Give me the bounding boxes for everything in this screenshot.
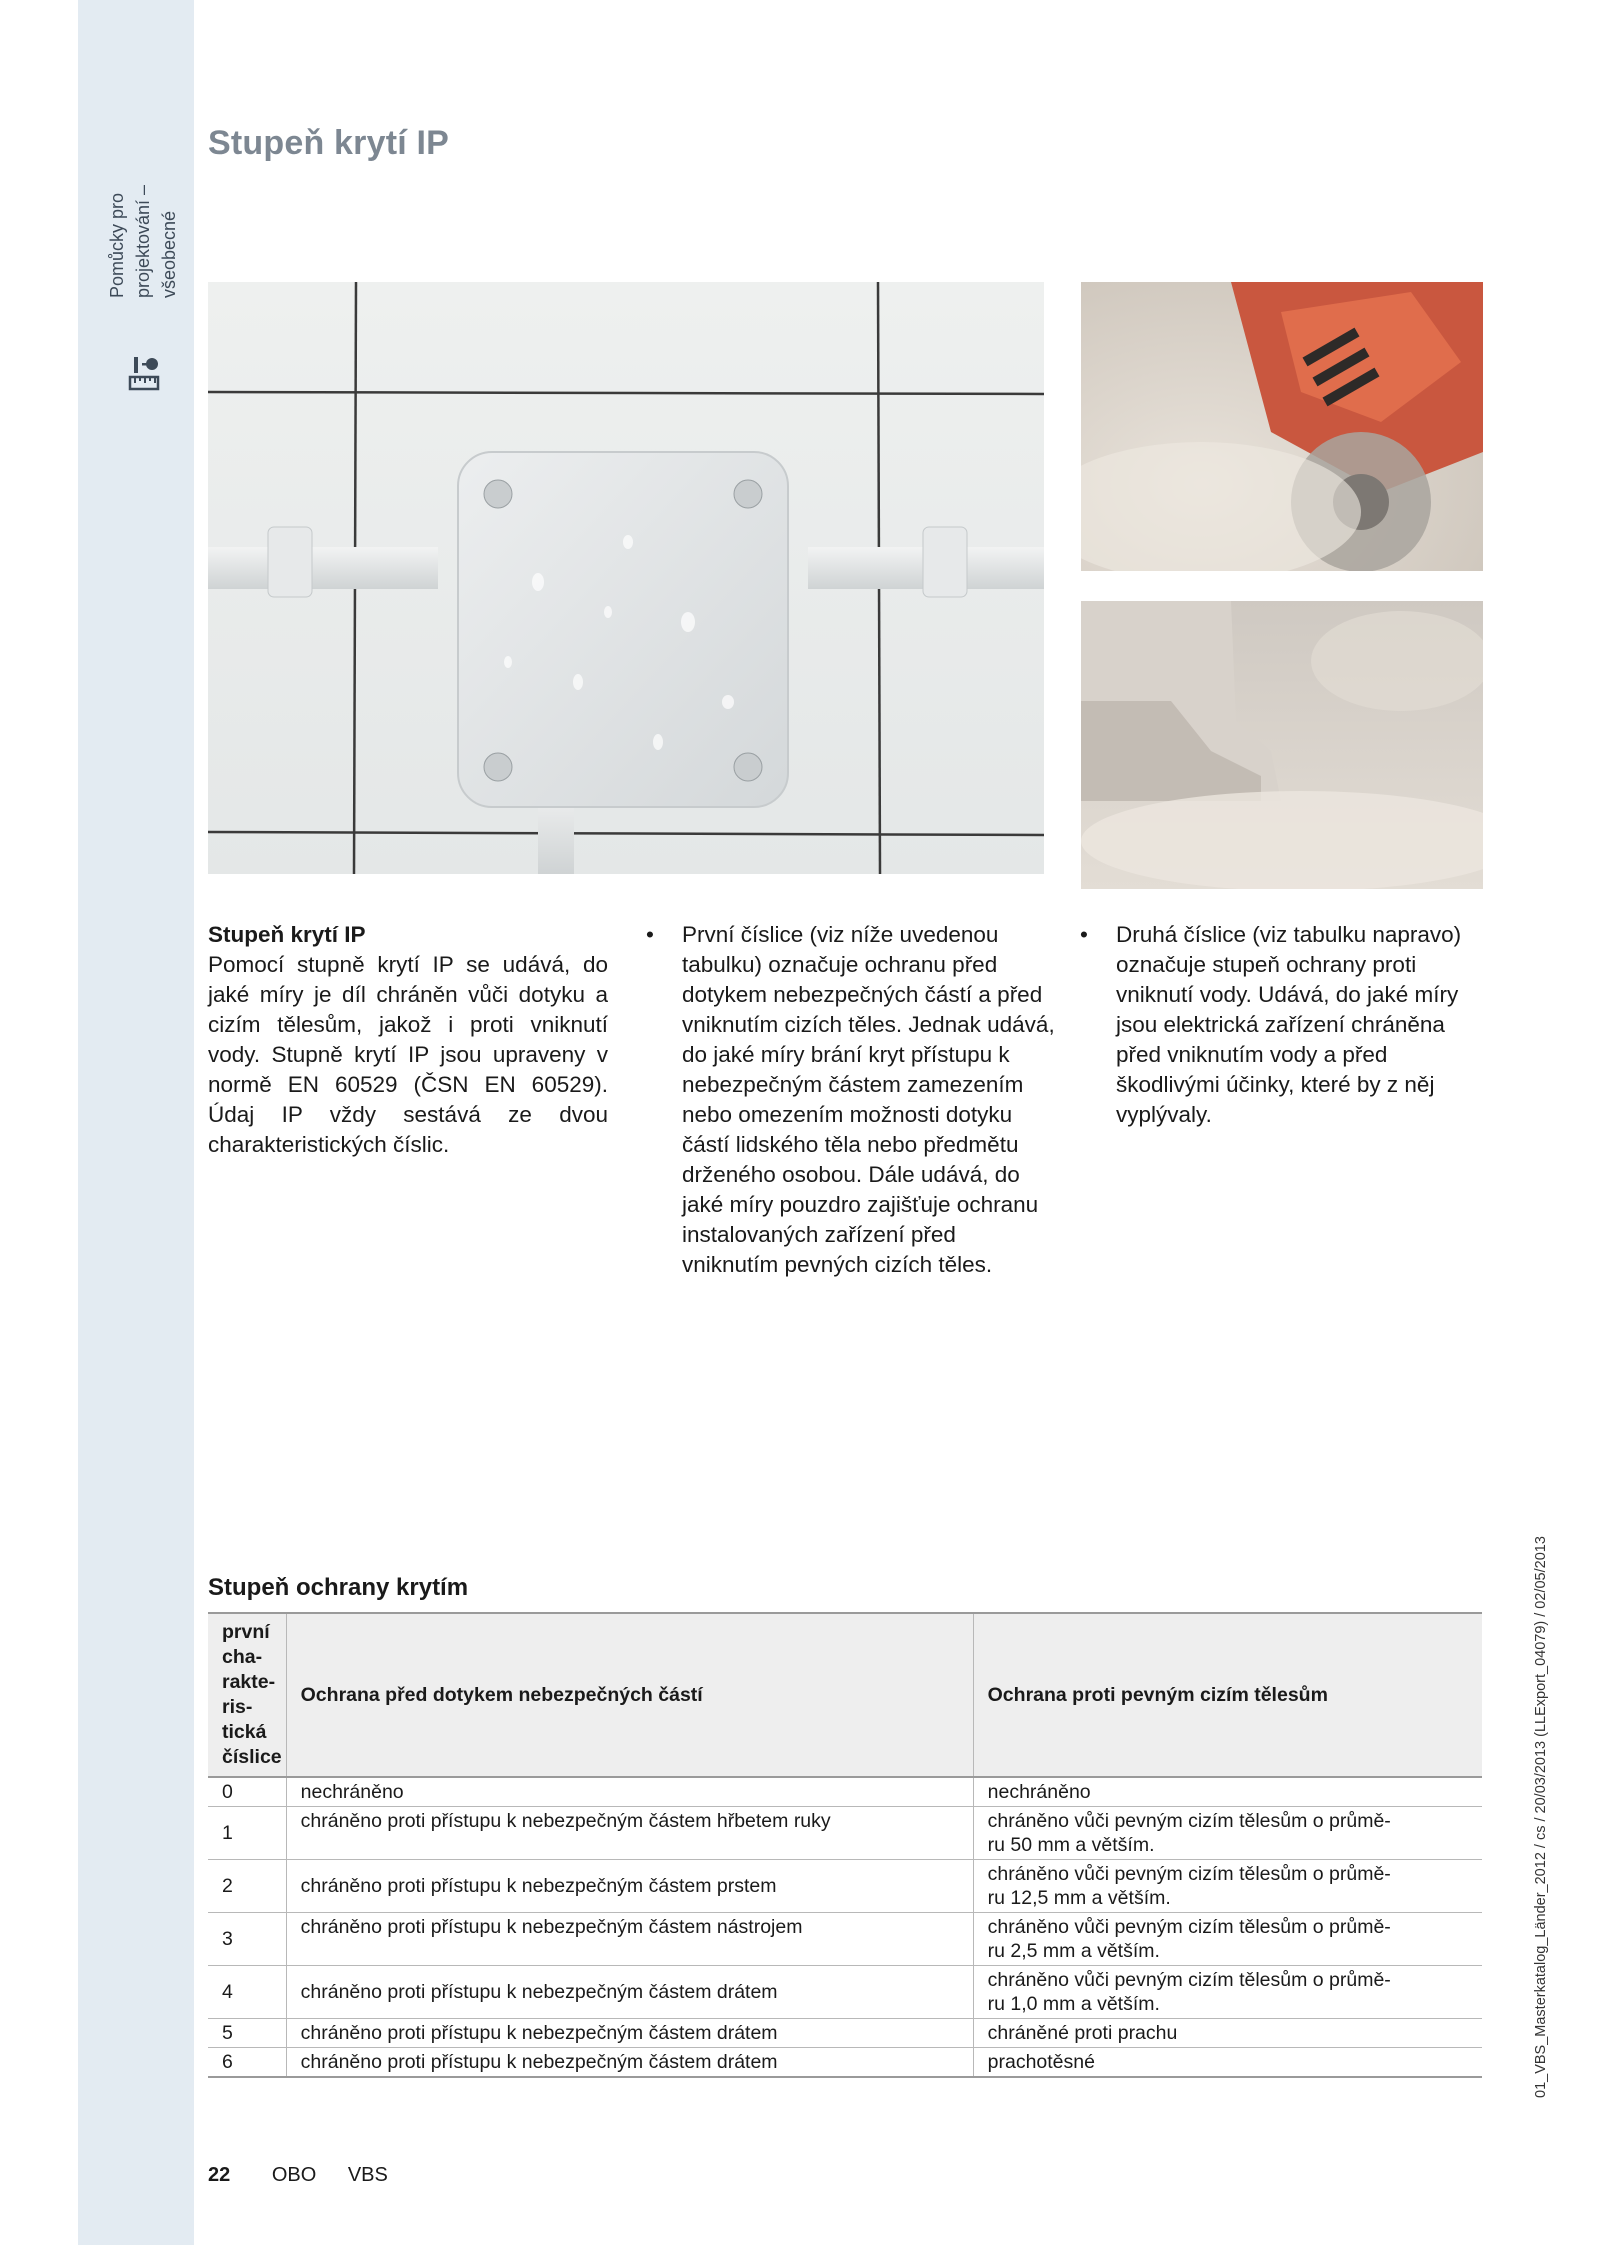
bullet-text: První číslice (viz níže uvedenou tabulku) označuje ochranu před dotykem nebezpečných částí a před vniknutím cizích těles. Jednak udává, do jaké míry brání kryt přístupu k nebezpečným částem zamezením nebo omezením možnosti dotyku částí lidského těla nebo předmětu drženého osobou. Dále udává, do jaké míry pouzdro zajišťuje ochranu instalovaných zařízení před vniknutím pevných cizích těles. [682, 922, 1055, 1277]
page-title: Stupeň krytí IP [208, 124, 450, 162]
boot-dust-photo [1081, 601, 1483, 889]
cell-solid-line: nechráněno [987, 1781, 1091, 1803]
cell-solid-line: chráněné proti prachu [987, 2022, 1178, 2044]
table-row [208, 2019, 1482, 2048]
section-label-line: všeobecné [159, 210, 179, 298]
cell-solid [973, 1966, 1482, 2019]
cell-solid-line: chráněno vůči pevným cizím tělesům o průmě- [987, 1863, 1391, 1885]
cell-touch: chráněno proti přístupu k nebezpečným částem prstem [286, 1860, 973, 1913]
footer-brand: OBO [271, 2164, 317, 2186]
cell-digit: 6 [208, 2048, 286, 2078]
header-digit [208, 1613, 286, 1777]
cell-solid [973, 1777, 1482, 1807]
cell-touch: chráněno proti přístupu k nebezpečným částem drátem [286, 1966, 973, 2019]
junction-box-photo [208, 282, 1044, 874]
cell-digit: 0 [208, 1777, 286, 1807]
table-row [208, 1966, 1482, 2019]
bullet-marker: • [1080, 922, 1088, 947]
cell-solid-line: chráněno vůči pevným cizím tělesům o průmě- [987, 1810, 1391, 1832]
cell-touch: chráněno proti přístupu k nebezpečným částem hřbetem ruky [286, 1807, 973, 1860]
cell-solid-line: ru 50 mm a větším. [987, 1834, 1155, 1856]
header-digit-line: rakte- [222, 1671, 276, 1693]
cell-digit: 2 [208, 1860, 286, 1913]
table-row [208, 1860, 1482, 1913]
bullet-marker: • [646, 922, 654, 947]
cell-digit: 1 [208, 1807, 286, 1860]
header-digit-line: číslice [222, 1746, 282, 1768]
cell-solid-line: ru 1,0 mm a větším. [987, 1993, 1160, 2015]
cell-digit: 3 [208, 1913, 286, 1966]
header-solid-protection: Ochrana proti pevným cizím tělesům [973, 1613, 1482, 1777]
cell-solid-line: prachotěsné [987, 2051, 1095, 2073]
intro-body: Pomocí stupně krytí IP se udává, do jaké míry je díl chráněn vůči dotyku a cizím tělesům, jakož i proti vniknutí vody. Stupně krytí IP jsou upraveny v normě EN 60529 (ČSN EN 60529). Údaj IP vždy sestává ze dvou charakteristických číslic. [208, 952, 608, 1157]
cell-touch: chráněno proti přístupu k nebezpečným částem nástrojem [286, 1913, 973, 1966]
cell-digit: 4 [208, 1966, 286, 2019]
document-code [1530, 1488, 1570, 2098]
cell-solid [973, 2048, 1482, 2078]
cell-solid [973, 1913, 1482, 1966]
section-label-line: Pomůcky pro [107, 192, 127, 298]
first-digit-column [646, 920, 1056, 1280]
page-footer [208, 2164, 388, 2187]
footer-product: VBS [347, 2164, 388, 2186]
bullet-text: Druhá číslice (viz tabulku napravo) označuje stupeň ochrany proti vniknutí vody. Udává, do jaké míry jsou elektrická zařízení chráněna před vniknutím vody a před škodlivými účinky, které by z něj vyplývaly. [1116, 922, 1462, 1127]
table-title: Stupeň ochrany krytím [208, 1574, 469, 1601]
cutting-saw-photo [1081, 282, 1483, 571]
header-digit-line: cha- [222, 1646, 263, 1668]
cell-solid-line: ru 12,5 mm a větším. [987, 1887, 1171, 1909]
intro-heading: Stupeň krytí IP [208, 922, 366, 947]
cell-solid-line: ru 2,5 mm a větším. [987, 1940, 1160, 1962]
header-digit-line: ris- [222, 1696, 253, 1718]
cell-solid [973, 2019, 1482, 2048]
document-code-text: 01_VBS_Masterkatalog_Länder_2012 / cs / 20/03/2013 (LLExport_04079) / 02/05/2013 [1533, 1536, 1549, 2098]
section-label [104, 168, 186, 298]
cell-touch: chráněno proti přístupu k nebezpečným částem drátem [286, 2048, 973, 2078]
table-row [208, 1913, 1482, 1966]
bullet-item [646, 920, 1056, 1280]
table-row [208, 1777, 1482, 1807]
cell-solid [973, 1807, 1482, 1860]
section-label-line: projektování – [133, 184, 153, 298]
intro-column [208, 920, 608, 1160]
cell-touch: nechráněno [286, 1777, 973, 1807]
ruler-screwdriver-icon [128, 355, 162, 391]
header-touch-protection: Ochrana před dotykem nebezpečných částí [286, 1613, 973, 1777]
table-row [208, 1807, 1482, 1860]
header-digit-line: tická [222, 1721, 267, 1743]
bullet-item [1080, 920, 1480, 1130]
cell-solid-line: chráněno vůči pevným cizím tělesům o průmě- [987, 1916, 1391, 1938]
cell-digit: 5 [208, 2019, 286, 2048]
table-row [208, 2048, 1482, 2078]
second-digit-column [1080, 920, 1480, 1130]
cell-solid-line: chráněno vůči pevným cizím tělesům o průmě- [987, 1969, 1391, 1991]
cell-solid [973, 1860, 1482, 1913]
header-digit-line: první [222, 1621, 270, 1643]
page-number: 22 [208, 2164, 231, 2186]
ip-protection-table [208, 1612, 1482, 2078]
sidebar-band [78, 0, 194, 2245]
table-header-row [208, 1613, 1482, 1777]
cell-touch: chráněno proti přístupu k nebezpečným částem drátem [286, 2019, 973, 2048]
